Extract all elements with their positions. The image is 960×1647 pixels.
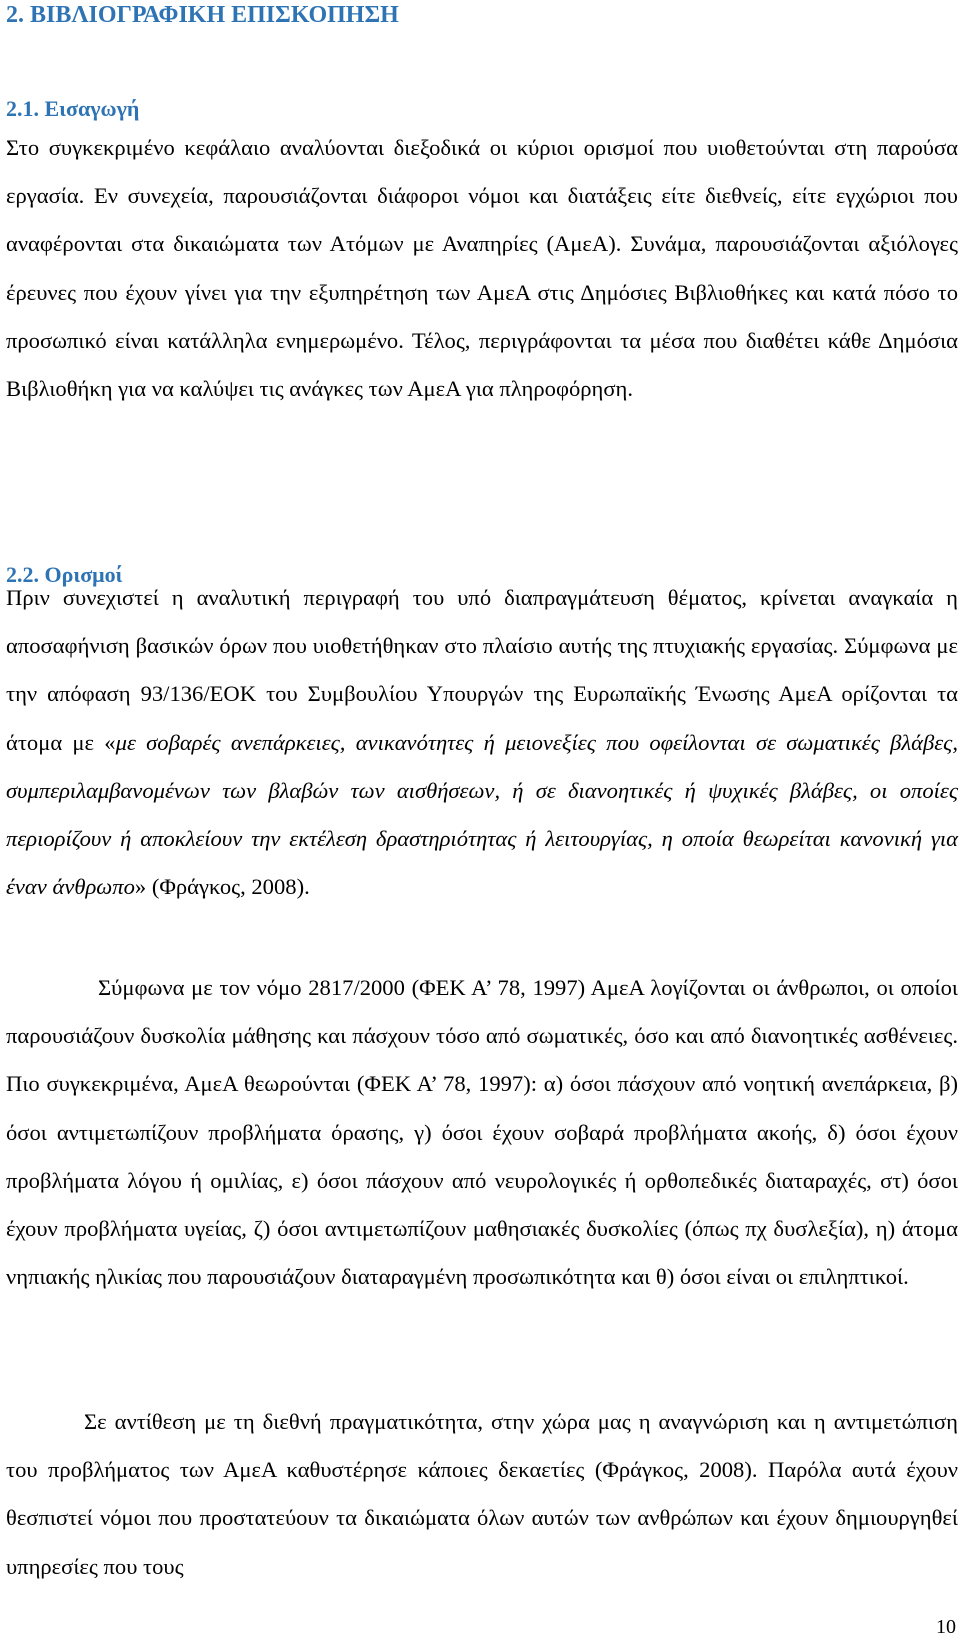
definitions-text-before-quote: Πριν συνεχιστεί η αναλυτική περιγραφή του υπό διαπραγμάτευση θέματος, κρίνεται αναγκαία η αποσαφήνιση βασικών όρων που υιοθετήθηκαν στο πλαίσιο αυτής της πτυχιακής εργασίας. Σύμφωνα με την απόφαση 93/136/ΕΟΚ του Συμβουλίου Υπουργών της Ευρωπαϊκής Ένωσης ΑμεΑ ορίζονται τα άτομα με « [6,585,958,755]
chapter-heading: 2. ΒΙΒΛΙΟΓΡΑΦΙΚΗ ΕΠΙΣΚΟΠΗΣΗ [6,2,399,28]
definitions-quote: με σοβαρές ανεπάρκειες, ανικανότητες ή μειονεξίες που οφείλονται σε σωματικές βλάβες, συμπεριλαμβανομένων των βλαβών των αισθήσεων, ή σε διανοητικές ή ψυχικές βλάβες, οι οποίες περιορίζουν ή αποκλείουν την εκτέλεση δραστηριότητας ή λειτουργίας, η οποία θεωρείται κανονική για έναν άνθρωπο [6,729,958,900]
introduction-paragraph: Στο συγκεκριμένο κεφάλαιο αναλύονται διεξοδικά οι κύριοι ορισμοί που υιοθετούνται στη παρούσα εργασία. Εν συνεχεία, παρουσιάζονται διάφοροι νόμοι και διατάξεις είτε διεθνείς, είτε εγχώριοι που αναφέρονται στα δικαιώματα των Ατόμων με Αναπηρίες (ΑμεΑ). Συνάμα, παρουσιάζονται αξιόλογες έρευνες που έχουν γίνει για την εξυπηρέτηση των ΑμεΑ στις Δημόσιες Βιβλιοθήκες και κατά πόσο το προσωπικό είναι κατάλληλα ενημερωμένο. Τέλος, περιγράφονται τα μέσα που διαθέτει κάθε Δημόσια Βιβλιοθήκη για να καλύψει τις ανάγκες των ΑμεΑ για πληροφόρηση. [6,135,958,402]
section-heading-introduction: 2.1. Εισαγωγή [6,96,140,121]
page-number: 10 [936,1616,956,1638]
definitions-paragraph-eu-decision [6,574,958,911]
definitions-paragraph-law: Σύμφωνα με τον νόμο 2817/2000 (ΦΕΚ Α’ 78, 1997) ΑμεΑ λογίζονται οι άνθρωποι, οι οποίοι παρουσιάζουν δυσκολία μάθησης και πάσχουν τόσο από σωματικές, όσο και από διανοητικές ασθένειες. Πιο συγκεκριμένα, ΑμεΑ θεωρούνται (ΦΕΚ Α’ 78, 1997): α) όσοι πάσχουν από νοητική ανεπάρκεια, β) όσοι αντιμετωπίζουν προβλήματα όρασης, γ) όσοι έχουν σοβαρά προβλήματα ακοής, δ) όσοι έχουν προβλήματα λόγου ή ομιλίας, ε) όσοι πάσχουν από νευρολογικές ή ορθοπεδικές διαταραχές, στ) όσοι έχουν προβλήματα υγείας, ζ) όσοι αντιμετωπίζουν μαθησιακές δυσκολίες (όπως πχ δυσλεξία), η) άτομα νηπιακής ηλικίας που παρουσιάζουν διαταραγμένη προσωπικότητα και θ) όσοι είναι οι επιληπτικοί. [6,975,958,1290]
definitions-paragraph-greece: Σε αντίθεση με τη διεθνή πραγματικότητα, στην χώρα μας η αναγνώριση και η αντιμετώπιση του προβλήματος των ΑμεΑ καθυστέρησε κάποιες δεκαετίες (Φράγκος, 2008). Παρόλα αυτά έχουν θεσπιστεί νόμοι που προστατεύουν τα δικαιώματα όλων αυτών των ανθρώπων και έχουν δημιουργηθεί υπηρεσίες που τους [6,1409,958,1579]
definitions-text-after-quote: » (Φράγκος, 2008). [134,874,310,900]
section-heading-definitions: 2.2. Ορισμοί [6,562,123,587]
